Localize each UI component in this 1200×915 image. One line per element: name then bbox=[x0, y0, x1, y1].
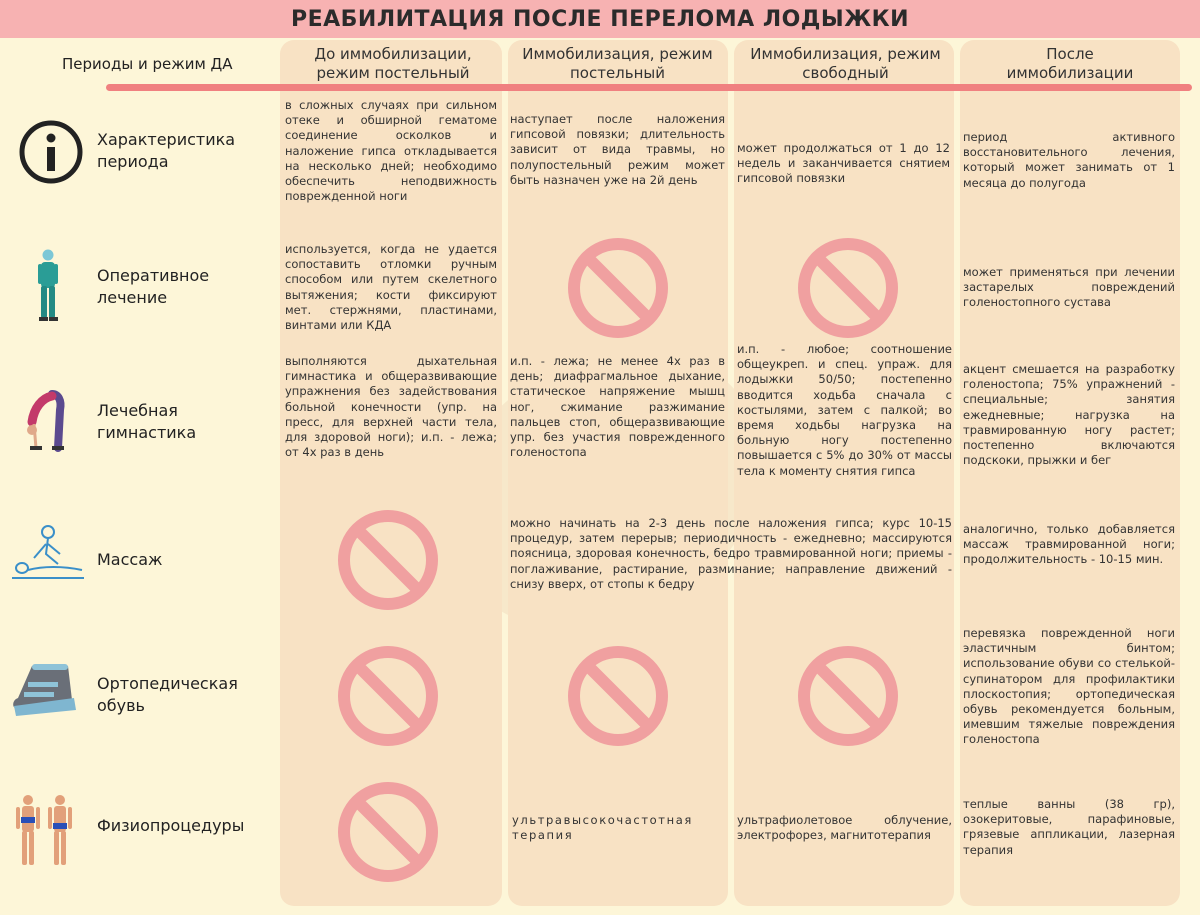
prohibited-icon bbox=[566, 644, 670, 748]
cell-physio-col4: теплые ванны (38 гр), озокеритовые, парафиновые, грязевые аппликации, лазерная терапия bbox=[963, 797, 1175, 857]
cell-characteristic-col2: наступает после наложения гипсовой повязки; длительность зависит от вида травмы, но полупостельный режим может быть назначен уже на 2й день bbox=[510, 112, 725, 187]
page-title: РЕАБИЛИТАЦИЯ ПОСЛЕ ПЕРЕЛОМА ЛОДЫЖКИ bbox=[290, 6, 910, 32]
row-label-surgery: Оперативное лечение bbox=[97, 266, 210, 307]
row-label-massage: Массаж bbox=[97, 550, 163, 569]
cell-characteristic-col3: может продолжаться от 1 до 12 недель и заканчивается снятием гипсовой повязки bbox=[737, 141, 950, 186]
prohibited-icon bbox=[796, 236, 900, 340]
row-label-characteristic: Характеристика периода bbox=[97, 130, 236, 171]
cell-surgery-col4: может применяться при лечении застарелых повреждений голеностопного сустава bbox=[963, 265, 1175, 310]
cell-massage-col2-3: можно начинать на 2-3 день после наложения гипса; курс 10-15 процедур, затем перерыв; периодичность - ежедневно; массируются поясница, здоровая конечность, бедро травмированной ноги; приемы - поглаживание, растирание, разминание; направление движений - снизу вверх, от стопы к бедру bbox=[510, 516, 952, 591]
header-divider bbox=[106, 84, 1192, 91]
prohibited-icon bbox=[566, 236, 670, 340]
cell-physio-col2: ультравысокочастотная терапия bbox=[512, 813, 693, 843]
row-label-physiotherapy: Физиопроцедуры bbox=[97, 816, 245, 835]
physiotherapy-icon bbox=[12, 793, 78, 869]
cell-characteristic-col1: в сложных случаях при сильном отеке и обширной гематоме соединение осколков и наложение гипса откладывается на несколько дней; необходимо обеспечить неподвижность поврежденной ноги bbox=[285, 98, 497, 204]
row-label-exercise: Лечебная гимнастика bbox=[97, 401, 197, 442]
info-icon bbox=[18, 119, 84, 185]
column-header-4: После иммобилизации bbox=[1006, 45, 1134, 82]
surgeon-icon bbox=[33, 248, 63, 322]
orthopedic-shoe-icon bbox=[10, 660, 78, 722]
prohibited-icon bbox=[336, 508, 440, 612]
prohibited-icon bbox=[796, 644, 900, 748]
massage-icon bbox=[8, 524, 86, 586]
cell-surgery-col1: используется, когда не удается сопоставить отломки ручным способом или путем скелетного вытяжения; кости фиксируют мет. стержнями, пластинами, винтами или КДА bbox=[285, 242, 497, 333]
column-header-3: Иммобилизация, режим свободный bbox=[750, 45, 941, 82]
exercise-icon bbox=[22, 388, 72, 454]
cell-exercise-col1: выполняются дыхательная гимнастика и общеразвивающие упражнения без задействования больной конечности (упр. на пресс, для верхней части тела, для здоровой ноги); и.п. - лежа; от 4х раз в день bbox=[285, 354, 497, 460]
cell-exercise-col2: и.п. - лежа; не менее 4х раз в день; диафрагмальное дыхание, статическое напряжение мышц ног, сжимание разжимание пальцев стоп, общеразвивающие упр. без участия поврежденного голеностопа bbox=[510, 354, 725, 460]
row-label-orthopedic-shoes: Ортопедическая обувь bbox=[97, 674, 238, 715]
cell-exercise-col4: акцент смешается на разработку голеностопа; 75% упражнений - специальные; занятия ежедневные; нагрузка на травмированную ногу растет; постепенно включаются подскоки, прыжки и бег bbox=[963, 362, 1175, 468]
prohibited-icon bbox=[336, 780, 440, 884]
cell-orthopedic-col4: перевязка поврежденной ноги эластичным бинтом; использование обуви со стелькой-супинатором для профилактики плоскостопия; ортопедическая обувь рекомендуется больным, имевшим тяжелые повреждения голеностопа bbox=[963, 626, 1175, 747]
column-header-1: До иммобилизации, режим постельный bbox=[314, 45, 472, 82]
cell-massage-col4: аналогично, только добавляется массаж травмированной ноги; продолжительность - 10-15 мин. bbox=[963, 522, 1175, 567]
column-header-2: Иммобилизация, режим постельный bbox=[522, 45, 713, 82]
cell-exercise-col3: и.п. - любое; соотношение общеукреп. и спец. упраж. для лодыжки 50/50; постепенно вводится ходьба сначала с костылями, затем с палкой; во время ходьбы нагрузка на больную ногу постепенно повышается с 5% до 30% от массы тела к моменту снятия гипса bbox=[737, 342, 952, 478]
cell-physio-col3: ультрафиолетовое облучение, электрофорез, магнитотерапия bbox=[737, 813, 952, 843]
title-bar bbox=[0, 0, 1200, 38]
cell-characteristic-col4: период активного восстановительного лечения, который может занимать от 1 месяца до полугода bbox=[963, 130, 1175, 190]
prohibited-icon bbox=[336, 644, 440, 748]
periods-header-label: Периоды и режим ДА bbox=[62, 55, 233, 73]
